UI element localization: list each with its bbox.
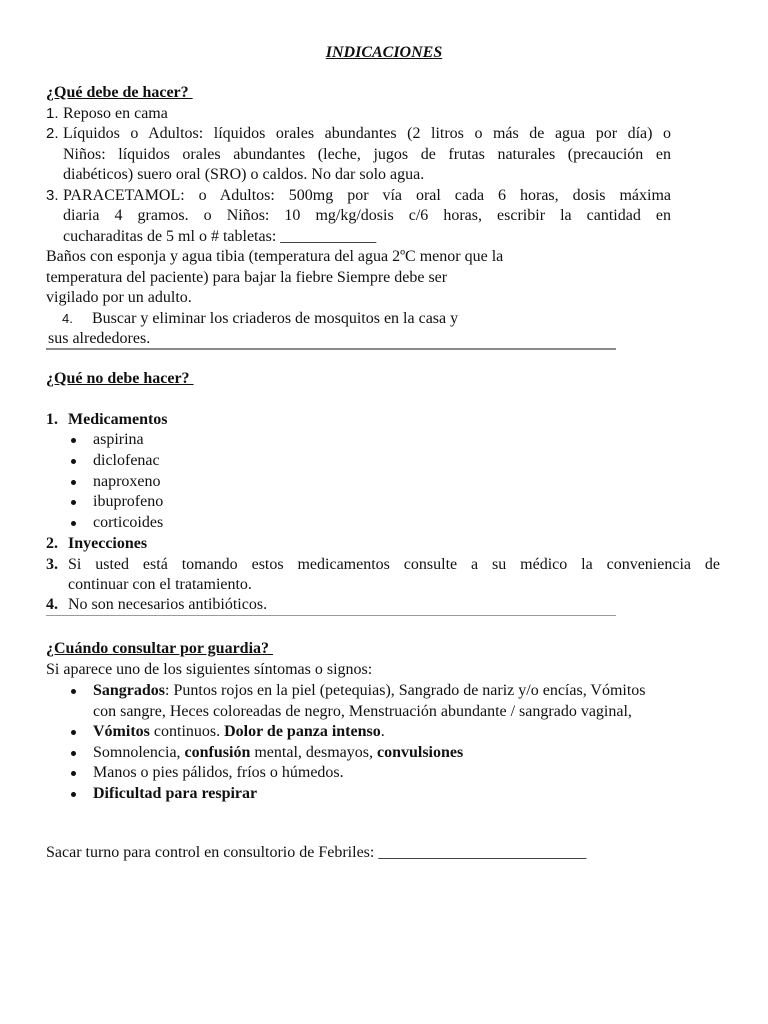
bullet-icon <box>71 521 76 526</box>
heading-que-no-debe-hacer: ¿Qué no debe hacer? <box>46 370 194 387</box>
bullet-icon <box>71 480 76 485</box>
list-number-3: 3. <box>46 187 59 204</box>
med-corticoides: corticoides <box>93 514 164 531</box>
do-item-4-line-1: Buscar y eliminar los criaderos de mosquitos en la casa y <box>92 310 459 327</box>
symptom-sangrados: Sangrados: Puntos rojos en la piel (petequias), Sangrado de nariz y/o encías, Vómitos <box>93 682 646 699</box>
baths-line-3: vigilado por un adulto. <box>46 289 192 306</box>
list-number-4: 4. <box>62 311 73 326</box>
dont-item-antibioticos: No son necesarios antibióticos. <box>68 596 268 613</box>
dont-item-inyecciones: Inyecciones <box>68 535 148 552</box>
bullet-icon <box>71 730 76 735</box>
symptom-sangrados-line-2: con sangre, Heces coloreadas de negro, Menstruación abundante / sangrado vaginal, <box>93 703 632 720</box>
do-item-2-line-3: diabéticos) suero oral (SRO) o caldos. No dar solo agua. <box>63 166 425 183</box>
bullet-icon <box>71 792 76 797</box>
bullet-icon <box>71 751 76 756</box>
do-item-1: Reposo en cama <box>63 105 168 122</box>
symptom-manos-pies: Manos o pies pálidos, fríos o húmedos. <box>93 764 344 781</box>
dont-item-medicamentos: Medicamentos <box>68 411 168 428</box>
do-item-3-line-2: diaria 4 gramos. o Niños: 10 mg/kg/dosis c/6 horas, escribir la cantidad en <box>63 207 671 224</box>
footer-turno: Sacar turno para control en consultorio de Febriles: __________________________ <box>46 844 587 861</box>
dont-item-3-line-1: Si usted está tomando estos medicamentos consulte a su médico la conveniencia de <box>68 556 720 573</box>
baths-line-1: Baños con esponja y agua tibia (temperatura del agua 2ºC menor que la <box>46 248 504 265</box>
list-number-2: 2. <box>46 535 58 552</box>
list-number-4: 4. <box>46 596 58 613</box>
list-number-1: 1. <box>46 411 58 428</box>
do-item-2-line-1: Líquidos o Adultos: líquidos orales abundantes (2 litros o más de agua por día) o <box>63 125 671 142</box>
divider-2 <box>46 615 616 616</box>
dont-item-3-line-2: continuar con el tratamiento. <box>68 576 252 593</box>
do-item-3-line-3: cucharaditas de 5 ml o # tabletas: ____________ <box>63 228 377 245</box>
bullet-icon <box>71 459 76 464</box>
document-title: INDICACIONES <box>325 44 443 61</box>
list-number-2: 2. <box>46 125 59 142</box>
do-item-2-line-2: Niños: líquidos orales abundantes (leche, jugos de frutas naturales (precaución en <box>63 146 671 163</box>
do-item-4-line-2: sus alrededores. <box>48 330 151 347</box>
when-intro: Si aparece uno de los siguientes síntomas o signos: <box>46 661 373 678</box>
heading-cuando-consultar: ¿Cuándo consultar por guardia? <box>46 640 274 657</box>
med-diclofenac: diclofenac <box>93 452 160 469</box>
symptom-somnolencia: Somnolencia, confusión mental, desmayos, convulsiones <box>93 744 464 761</box>
list-number-1: 1. <box>46 105 59 122</box>
symptom-vomitos: Vómitos continuos. Dolor de panza intenso. <box>93 723 385 740</box>
divider-1 <box>46 348 616 350</box>
symptom-dificultad-respirar: Dificultad para respirar <box>93 785 258 802</box>
med-naproxeno: naproxeno <box>93 473 161 490</box>
bullet-icon <box>71 500 76 505</box>
bullet-icon <box>71 771 76 776</box>
bullet-icon <box>71 438 76 443</box>
med-ibuprofeno: ibuprofeno <box>93 493 164 510</box>
med-aspirina: aspirina <box>93 431 144 448</box>
do-item-3-line-1: PARACETAMOL: o Adultos: 500mg por vía oral cada 6 horas, dosis máxima <box>63 187 671 204</box>
heading-que-debe-hacer: ¿Qué debe de hacer? <box>46 84 193 101</box>
baths-line-2: temperatura del paciente) para bajar la fiebre Siempre debe ser <box>46 269 448 286</box>
list-number-3: 3. <box>46 556 58 573</box>
bullet-icon <box>71 689 76 694</box>
